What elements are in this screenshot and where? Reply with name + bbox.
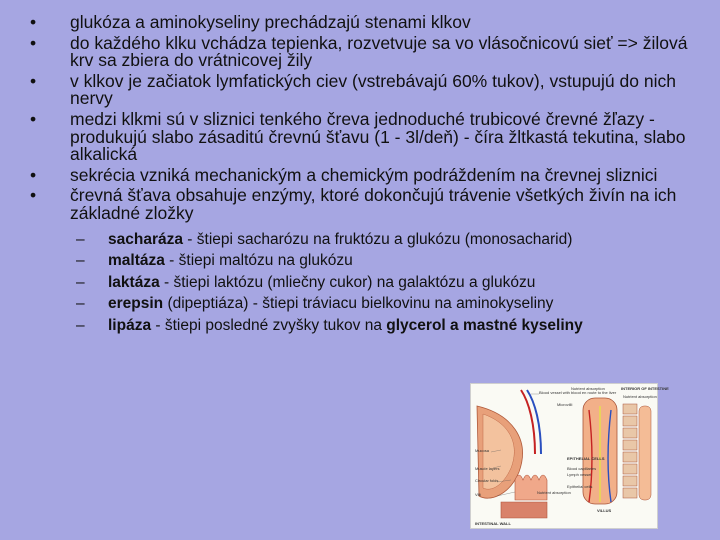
intestine-illustration bbox=[470, 383, 669, 529]
enzyme-item bbox=[70, 272, 700, 294]
bullet-item bbox=[24, 108, 700, 165]
enzyme-desc: - štiepi sacharózu na fruktózu a glukózu (monosacharid) bbox=[182, 230, 573, 248]
label-mucosa: Mucosa bbox=[475, 448, 490, 453]
enzyme-name: erepsin bbox=[108, 295, 164, 313]
enzyme-list bbox=[70, 229, 700, 337]
bullet-text: v klkov je začiatok lymfatických ciev (vstrebávajú 60% tukov), vstupujú do nich nervy bbox=[70, 70, 676, 109]
enzyme-name: lipáza bbox=[108, 316, 152, 334]
enzyme-item bbox=[70, 229, 700, 251]
label-villi: Villi bbox=[475, 492, 482, 497]
bullet-text: črevná šťava obsahuje enzýmy, ktoré dokončujú trávenie všetkých živín na ich základné zložky bbox=[70, 185, 677, 223]
intestine-diagram bbox=[471, 384, 669, 528]
bullet-item bbox=[24, 32, 700, 71]
enzyme-desc: - štiepi laktózu (mliečny cukor) na galaktózu a glukózu bbox=[159, 273, 536, 291]
enzyme-name: laktáza bbox=[108, 273, 160, 291]
label-epithelial-cells-2: Epithelial cells bbox=[567, 484, 593, 489]
enzyme-item bbox=[70, 315, 700, 337]
label-nutrient-absorption-3: Nutrient absorption bbox=[537, 490, 571, 495]
label-villus: VILLUS bbox=[597, 508, 612, 513]
bullet-item bbox=[24, 70, 700, 109]
label-epithelial-cells: EPITHELIAL CELLS bbox=[567, 456, 605, 461]
label-nutrient-absorption: Nutrient absorption bbox=[571, 386, 605, 391]
enzyme-name: maltáza bbox=[108, 252, 165, 270]
bullet-item bbox=[24, 164, 700, 185]
label-blood-vessel: Blood vessel with blood en route to the liver bbox=[539, 390, 617, 395]
bullet-text: medzi klkmi sú v sliznici tenkého čreva jednoduché trubicové črevné žľazy - produkujú slabo zásaditú črevnú šťavu (1 - 3l/deň) - číra žltkastá tekutina, slabo alkalická bbox=[70, 108, 686, 165]
enzyme-products: glycerol a mastné kyseliny bbox=[386, 316, 583, 334]
enzyme-desc: - štiepi maltózu na glukózu bbox=[164, 252, 353, 270]
bullet-text: glukóza a aminokyseliny prechádzajú stenami klkov bbox=[70, 12, 471, 32]
label-circular-folds: Circular folds bbox=[475, 478, 499, 483]
epithelial-cells-shape bbox=[623, 404, 637, 498]
bullet-text: sekrécia vzniká mechanickým a chemickým podráždením na črevnej sliznici bbox=[70, 164, 658, 185]
label-blood-capillaries: Blood capillaries bbox=[567, 466, 597, 471]
label-interior-of-intestine: INTERIOR OF INTESTINE bbox=[621, 386, 669, 391]
label-nutrient-absorption-2: Nutrient absorption bbox=[623, 394, 657, 399]
label-intestinal-wall: INTESTINAL WALL bbox=[475, 521, 511, 526]
enzyme-item bbox=[70, 250, 700, 272]
enzyme-item bbox=[70, 293, 700, 315]
enzyme-desc: - štiepi posledné zvyšky tukov na bbox=[151, 316, 387, 334]
label-muscle-layers: Muscle layers bbox=[475, 466, 500, 471]
bullet-item bbox=[24, 14, 700, 32]
bullet-item bbox=[24, 187, 700, 336]
second-villus-shape bbox=[639, 406, 651, 500]
bullet-list bbox=[24, 14, 700, 339]
label-lymph-vessel: Lymph vessel bbox=[567, 472, 592, 477]
bullet-text: do každého klku vchádza tepienka, rozvetvuje sa vo vlásočnicovú sieť => žilová krv sa zbiera do vrátnicovej žily bbox=[70, 32, 688, 71]
enzyme-name: sacharáza bbox=[108, 230, 183, 248]
label-microvilli: Microvilli bbox=[557, 402, 573, 407]
enzyme-desc: (dipeptiáza) - štiepi tráviacu bielkovinu na aminokyseliny bbox=[163, 295, 554, 313]
